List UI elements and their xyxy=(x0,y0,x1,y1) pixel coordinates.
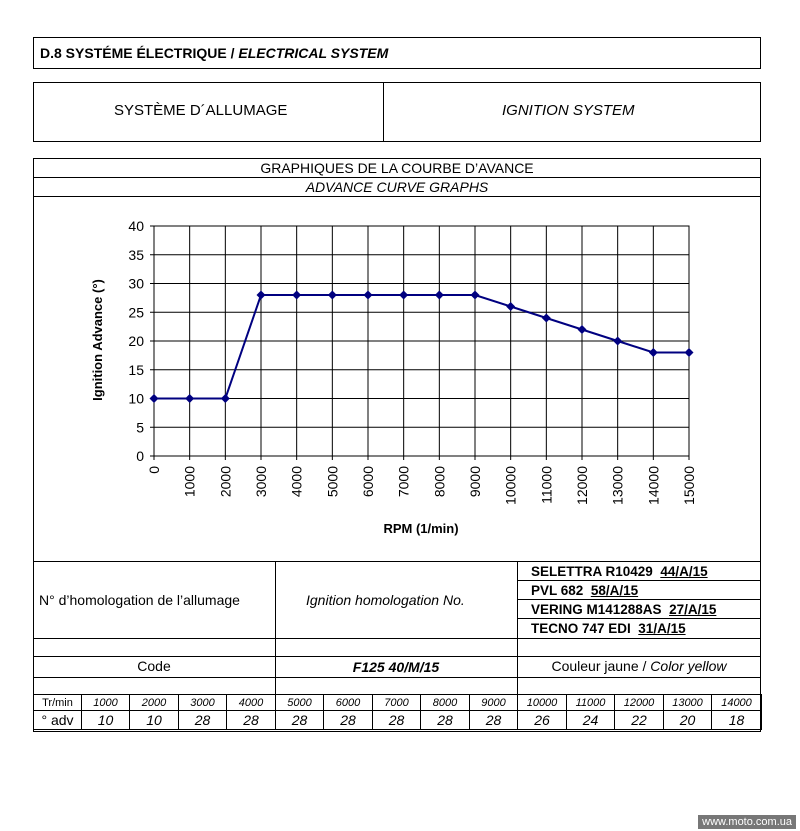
homologation-entry: VERING M141288AS 27/A/15 xyxy=(531,602,717,617)
section-title: D.8 SYSTÉME ÉLECTRIQUE / ELECTRICAL SYSTEM xyxy=(40,45,389,61)
x-tick-label: 10000 xyxy=(502,466,519,505)
y-tick-label: 30 xyxy=(128,275,144,292)
table-cell: 28 xyxy=(324,711,373,730)
divider xyxy=(33,656,761,657)
table-cell: 3000 xyxy=(179,695,227,711)
y-tick-label: 5 xyxy=(136,419,144,436)
table-cell: Tr/min xyxy=(34,695,82,711)
homologation-entry: PVL 682 58/A/15 xyxy=(531,583,639,598)
divider xyxy=(33,677,761,678)
graph-title-en: ADVANCE CURVE GRAPHS xyxy=(305,179,489,195)
table-cell: 9000 xyxy=(470,695,518,711)
y-tick-label: 0 xyxy=(136,448,144,464)
table-cell: 14000 xyxy=(712,695,762,711)
system-fr: SYSTÈME D´ALLUMAGE xyxy=(114,102,288,119)
data-point xyxy=(150,394,159,403)
x-tick-label: 0 xyxy=(146,466,162,474)
table-cell: 24 xyxy=(567,711,615,730)
x-tick-label: 12000 xyxy=(574,466,590,505)
table-cell: ° adv xyxy=(34,711,82,730)
x-tick-label: 4000 xyxy=(288,466,305,498)
table-row-rpm xyxy=(34,695,762,711)
x-tick-label: 7000 xyxy=(395,466,412,498)
table-cell: 6000 xyxy=(324,695,373,711)
data-point xyxy=(435,291,444,300)
divider xyxy=(275,561,276,638)
divider xyxy=(33,561,761,562)
advance-table xyxy=(33,694,762,730)
code-label: Code xyxy=(137,658,171,674)
data-point xyxy=(613,337,622,346)
data-point xyxy=(185,394,194,403)
table-cell: 26 xyxy=(518,711,567,730)
divider xyxy=(517,618,761,619)
system-en: IGNITION SYSTEM xyxy=(502,102,635,119)
data-point xyxy=(364,291,373,300)
data-point xyxy=(649,348,658,357)
y-tick-label: 35 xyxy=(128,246,144,263)
graph-title-fr: GRAPHIQUES DE LA COURBE D’AVANCE xyxy=(260,160,534,176)
data-point xyxy=(578,325,587,334)
data-point xyxy=(685,348,694,357)
x-tick-label: 3000 xyxy=(253,466,269,498)
homologation-entry: TECNO 747 EDI 31/A/15 xyxy=(531,621,686,636)
x-tick-label: 5000 xyxy=(324,466,341,498)
homologation-label-fr: N° d’homologation de l’allumage xyxy=(39,592,240,608)
table-cell: 10 xyxy=(130,711,179,730)
x-tick-label: 8000 xyxy=(431,466,448,498)
x-tick-label: 6000 xyxy=(360,466,376,498)
homologation-entry: SELETTRA R10429 44/A/15 xyxy=(531,564,708,579)
x-tick-label: 13000 xyxy=(609,466,626,505)
data-points xyxy=(150,291,694,404)
data-point xyxy=(257,291,266,300)
homologation-label-en: Ignition homologation No. xyxy=(306,592,465,608)
divider xyxy=(517,599,761,600)
x-tick-label: 1000 xyxy=(181,466,198,498)
y-tick-label: 40 xyxy=(128,218,144,234)
table-row-advance xyxy=(34,711,762,730)
table-cell: 20 xyxy=(664,711,712,730)
table-cell: 28 xyxy=(421,711,470,730)
y-tick-label: 15 xyxy=(128,361,144,378)
chart-frame xyxy=(150,226,689,460)
divider xyxy=(517,580,761,581)
table-cell: 18 xyxy=(712,711,762,730)
table-cell: 7000 xyxy=(373,695,421,711)
data-point xyxy=(221,394,230,403)
table-cell: 1000 xyxy=(82,695,130,711)
table-cell: 8000 xyxy=(421,695,470,711)
table-cell: 28 xyxy=(276,711,324,730)
x-tick-label: 11000 xyxy=(538,466,555,504)
x-tick-label: 2000 xyxy=(217,466,234,498)
table-cell: 4000 xyxy=(227,695,276,711)
y-tick-label: 20 xyxy=(128,333,144,349)
x-tick-label: 14000 xyxy=(645,466,662,505)
table-cell: 10 xyxy=(82,711,130,730)
footer-watermark: www.moto.com.ua xyxy=(698,815,796,829)
table-cell: 22 xyxy=(615,711,664,730)
table-cell: 10000 xyxy=(518,695,567,711)
y-tick-label: 25 xyxy=(128,304,144,321)
chart-grid xyxy=(154,226,689,456)
data-point xyxy=(292,291,301,300)
table-cell: 28 xyxy=(179,711,227,730)
data-point xyxy=(399,291,408,300)
data-point xyxy=(542,314,551,323)
table-cell: 28 xyxy=(470,711,518,730)
x-tick-label: 15000 xyxy=(681,466,697,505)
series-line xyxy=(154,295,689,399)
y-tick-labels xyxy=(128,218,144,464)
table-cell: 11000 xyxy=(567,695,615,711)
divider xyxy=(33,638,761,639)
y-axis-label: Ignition Advance (°) xyxy=(90,279,105,401)
table-cell: 28 xyxy=(227,711,276,730)
color-text: Couleur jaune / Color yellow xyxy=(551,658,727,674)
y-tick-label: 10 xyxy=(128,390,144,407)
x-tick-label: 9000 xyxy=(467,466,483,498)
table-cell: 5000 xyxy=(276,695,324,711)
data-point xyxy=(328,291,337,300)
table-cell: 12000 xyxy=(615,695,664,711)
table-cell: 2000 xyxy=(130,695,179,711)
x-axis-label: RPM (1/min) xyxy=(383,521,459,536)
data-point xyxy=(471,291,480,300)
code-value: F125 40/M/15 xyxy=(352,659,440,675)
data-point xyxy=(506,302,515,311)
table-cell: 13000 xyxy=(664,695,712,711)
table-cell: 28 xyxy=(373,711,421,730)
x-tick-labels xyxy=(146,466,697,505)
